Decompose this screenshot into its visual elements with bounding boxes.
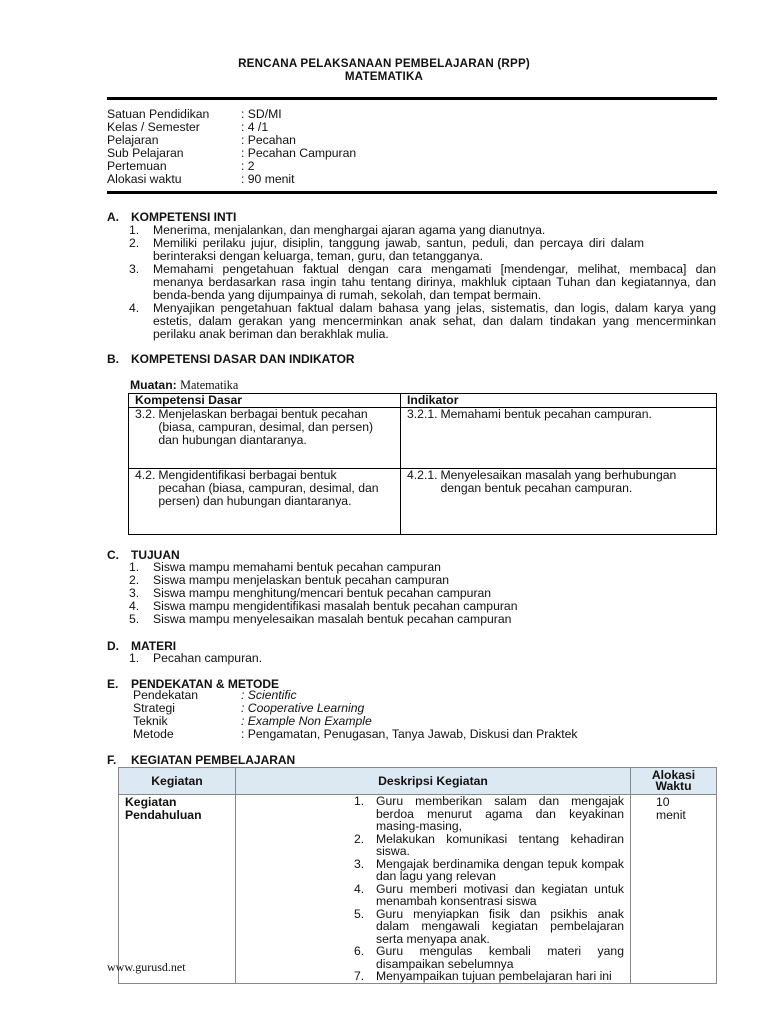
step-text: Guru memberi motivasi dan kegiatan untuk menambah konsentrasi siswa [376, 881, 624, 908]
list-item [354, 970, 624, 983]
item-number: 5. [129, 612, 140, 626]
section-title: PENDEKATAN & METODE [131, 677, 280, 691]
kompetensi-inti-list [129, 224, 716, 341]
table-row [129, 469, 717, 535]
item-text: Memahami pengetahuan faktual dengan cara mengamati [mendengar, melihat, membaca] dan menanya berdasarkan rasa ingin tahu tentang dirinya, makhluk ciptaan Tuhan dan kegiatannya, dan benda-benda yang dijumpainya di rumah, sekolah, dan tempat bermain. [153, 262, 716, 302]
section-letter: C. [107, 548, 119, 562]
list-item [129, 302, 716, 341]
step-number: 6. [354, 944, 365, 958]
kd-number: 4.2. [135, 468, 156, 482]
table-row [119, 795, 717, 984]
item-number: 2. [129, 236, 140, 250]
list-item [354, 908, 624, 946]
section-letter: A. [107, 210, 119, 224]
section-b-heading [107, 352, 355, 366]
section-title: KEGIATAN PEMBELAJARAN [131, 753, 296, 767]
item-number: 1. [129, 223, 140, 237]
identity-label: Sub Pelajaran [107, 146, 184, 160]
item-text: Menyajikan pengetahuan faktual dalam bahasa yang jelas, sistematis, dan logis, dalam karya yang estetis, dalam gerakan yang mencerminkan anak sehat, dan dalam tindakan yang mencerminkan perilaku anak beriman dan berakhlak mulia. [153, 301, 716, 341]
alokasi-cell [631, 795, 717, 984]
item-number: 1. [129, 651, 140, 665]
muatan-label: Muatan: [130, 378, 177, 392]
step-number: 7. [354, 969, 365, 983]
indikator-number: 4.2.1. [407, 468, 438, 482]
section-a-heading [107, 210, 236, 224]
step-text: Guru mengulas kembali materi yang disampaikan sebelumnya [376, 944, 624, 971]
step-text: Mengajak berdinamika dengan tepuk kompak dan lagu yang relevan [376, 856, 624, 883]
step-number: 2. [354, 831, 365, 846]
identity-block [107, 108, 356, 186]
list-item [354, 883, 624, 908]
deskripsi-cell [236, 795, 631, 984]
pm-label: Pendekatan [133, 688, 199, 702]
kegiatan-line: Pendahuluan [125, 807, 202, 822]
muatan-value: Matematika [180, 378, 239, 392]
document-title: RENCANA PELAKSANAAN PEMBELAJARAN (RPP) [238, 57, 530, 70]
indikator-text: Menyelesaikan masalah yang berhubungan dengan bentuk pecahan campuran. [440, 468, 677, 495]
step-number: 5. [354, 906, 365, 921]
table-cell [401, 469, 717, 535]
kd-number: 3.2. [135, 407, 156, 421]
pm-value: : Scientific [241, 688, 297, 702]
pendekatan-metode [133, 689, 578, 741]
identity-value: : Pecahan [241, 133, 296, 147]
step-text: Menyampaikan tujuan pembelajaran hari ini [376, 969, 612, 983]
step-number: 3. [354, 856, 365, 871]
indikator-number: 3.2.1. [407, 407, 438, 421]
list-item [129, 237, 716, 263]
pm-label: Metode [133, 727, 174, 741]
indikator-text: Memahami bentuk pecahan campuran. [440, 407, 652, 421]
item-text: Menerima, menjalankan, dan menghargai ajaran agama yang dianutnya. [153, 223, 546, 237]
alokasi-unit: menit [656, 807, 686, 822]
table-row [129, 408, 717, 469]
step-text: Guru menyiapkan fisik dan psikhis anak dalam mengawali kegiatan pembelajaran serta menyapa anak. [376, 906, 624, 946]
pm-value: : Cooperative Learning [241, 701, 365, 715]
pm-label: Strategi [133, 701, 176, 715]
document-subtitle: MATEMATIKA [344, 70, 424, 83]
section-title: MATERI [131, 639, 177, 653]
pm-value: : Example Non Example [241, 714, 372, 728]
column-header-deskripsi: Deskripsi Kegiatan [236, 768, 631, 795]
pm-label: Teknik [133, 714, 168, 728]
item-text: Siswa mampu menghitung/mencari bentuk pecahan campuran [153, 586, 492, 600]
kd-text: Menjelaskan berbagai bentuk pecahan (biasa, campuran, desimal, dan persen) dan hubungan diantaranya. [158, 407, 374, 447]
column-header-alokasi [631, 768, 717, 795]
item-text: Siswa mampu memahami bentuk pecahan campuran [153, 560, 441, 574]
section-letter: B. [107, 352, 119, 366]
list-item [129, 613, 716, 626]
step-text: Melakukan komunikasi tentang kehadiran siswa. [376, 831, 624, 858]
item-number: 4. [129, 599, 140, 613]
identity-row [107, 173, 356, 186]
list-item [354, 945, 624, 970]
list-item [129, 263, 716, 302]
column-header-indikator: Indikator [401, 394, 717, 408]
item-number: 2. [129, 573, 140, 587]
identity-label: Pelajaran [107, 133, 159, 147]
kd-text: Mengidentifikasi berbagai bentuk pecahan (biasa, campuran, desimal, dan persen) dan hubungan diantaranya. [158, 468, 379, 508]
list-item [129, 652, 716, 665]
item-text: Siswa mampu menjelaskan bentuk pecahan campuran [153, 573, 450, 587]
section-title: TUJUAN [131, 548, 180, 562]
identity-label: Alokasi waktu [107, 172, 182, 186]
table-cell [401, 408, 717, 469]
alokasi-value: 10 [656, 795, 670, 809]
section-letter: F. [107, 753, 117, 767]
identity-label: Satuan Pendidikan [107, 107, 210, 121]
item-text: Siswa mampu mengidentifikasi masalah bentuk pecahan campuran [153, 599, 518, 613]
column-header-kegiatan: Kegiatan [119, 768, 236, 795]
table-header-row [129, 394, 717, 408]
section-letter: E. [107, 677, 119, 691]
column-header-kd: Kompetensi Dasar [129, 394, 401, 408]
step-number: 4. [354, 881, 365, 896]
divider [107, 191, 717, 194]
pm-row [133, 728, 578, 741]
identity-label: Kelas / Semester [107, 120, 200, 134]
item-number: 4. [129, 301, 140, 315]
identity-value: : 4 /1 [241, 120, 269, 134]
alokasi-line: Alokasi [651, 768, 696, 782]
item-text: Memiliki perilaku jujur, disiplin, tanggung jawab, santun, peduli, dan percaya diri dalam berinteraksi dengan keluarga, teman, guru, dan tetangganya. [153, 236, 644, 263]
item-text: Pecahan campuran. [153, 651, 263, 665]
section-f-heading [107, 753, 295, 767]
muatan-line [130, 378, 238, 393]
kompetensi-dasar-table [128, 393, 717, 535]
table-header-row [119, 768, 717, 795]
item-number: 1. [129, 560, 140, 574]
section-title: KOMPETENSI DASAR DAN INDIKATOR [131, 352, 355, 366]
footer-website: www.gurusd.net [107, 960, 186, 974]
list-item [354, 795, 624, 833]
item-number: 3. [129, 586, 140, 600]
kegiatan-table [118, 767, 717, 984]
identity-label: Pertemuan [107, 159, 167, 173]
section-letter: D. [107, 639, 119, 653]
tujuan-list [129, 561, 716, 626]
identity-value: : 90 menit [241, 172, 295, 186]
kegiatan-cell [119, 795, 236, 984]
step-text: Guru memberikan salam dan mengajak berdoa menurut agama dan keyakinan masing-masing, [376, 794, 624, 833]
table-cell [129, 469, 401, 535]
step-number: 1. [354, 794, 365, 808]
section-title: KOMPETENSI INTI [131, 210, 237, 224]
item-text: Siswa mampu menyelesaikan masalah bentuk pecahan campuran [153, 612, 512, 626]
materi-list [129, 652, 716, 665]
identity-value: : Pecahan Campuran [241, 146, 357, 160]
divider [107, 97, 717, 100]
pm-value: : Pengamatan, Penugasan, Tanya Jawab, Diskusi dan Praktek [241, 727, 578, 741]
table-cell [129, 408, 401, 469]
alokasi-line: Waktu [655, 779, 692, 793]
kegiatan-line: Kegiatan [125, 795, 177, 809]
list-item [354, 833, 624, 858]
list-item [354, 858, 624, 883]
item-number: 3. [129, 262, 140, 276]
identity-value: : SD/MI [241, 107, 282, 121]
identity-value: : 2 [241, 159, 255, 173]
